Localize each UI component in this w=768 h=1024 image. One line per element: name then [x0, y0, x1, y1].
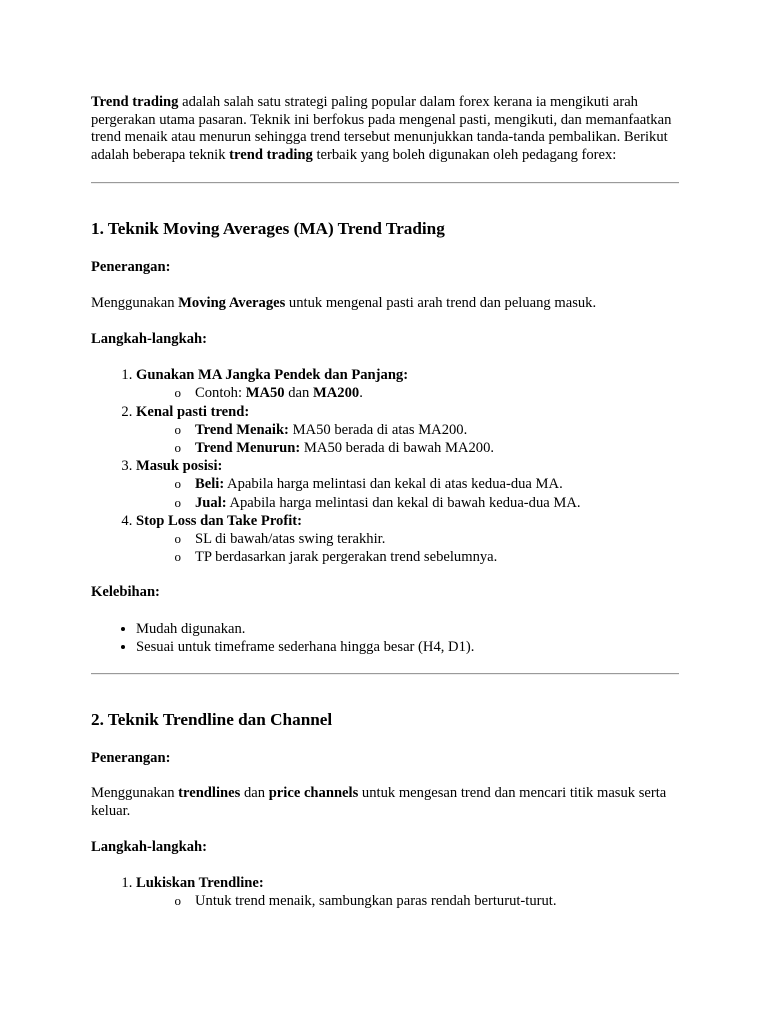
step-sublist — [136, 892, 679, 910]
section-1-pros-label: Kelebihan: — [91, 584, 160, 601]
section-2-steps-label: Langkah-langkah: — [91, 838, 207, 855]
document-content — [91, 94, 679, 911]
pros-item: • Mudah digunakan. — [136, 620, 679, 638]
step-item — [136, 874, 679, 910]
sub-item — [181, 530, 679, 548]
step-item — [136, 457, 679, 512]
sub-item — [181, 494, 679, 512]
sub-item: o Untuk trend menaik, sambungkan paras rendah berturut-turut. — [181, 892, 679, 910]
sub-text: MA50 berada di bawah MA200. — [300, 439, 495, 456]
explain-text-pre: Menggunakan — [91, 294, 179, 311]
section-2-explain-text — [91, 785, 679, 820]
sub-bold: MA50 — [245, 385, 285, 402]
sub-bold: Jual: — [195, 494, 227, 511]
step-item — [136, 366, 679, 402]
section-1-steps-list — [91, 366, 679, 566]
section-2-steps-list — [91, 874, 679, 910]
explain-term-moving-averages: Moving Averages — [178, 294, 286, 311]
section-1-heading: 1. Teknik Moving Averages (MA) Trend Trading — [91, 219, 445, 239]
sub-text: Apabila harga melintasi dan kekal di atas kedua-dua MA. — [224, 476, 563, 493]
divider — [91, 182, 679, 184]
section-1-explain-text — [91, 295, 679, 313]
sub-text: TP berdasarkan jarak pergerakan trend sebelumnya. — [195, 549, 498, 566]
sub-item — [181, 548, 679, 566]
sub-item — [181, 439, 679, 457]
sub-item — [181, 475, 679, 493]
intro-paragraph — [91, 94, 679, 164]
step-sublist — [136, 530, 679, 566]
intro-text-2: terbaik yang boleh digunakan oleh pedagang forex: — [312, 146, 617, 163]
step-item — [136, 512, 679, 567]
sub-bold: Beli: — [195, 476, 225, 493]
step-sublist — [136, 384, 679, 402]
sub-item — [181, 384, 679, 402]
sub-bold: Trend Menaik: — [195, 421, 289, 438]
step-sublist — [136, 421, 679, 457]
sub-text: dan — [284, 385, 313, 402]
step-title: Stop Loss dan Take Profit: — [136, 512, 302, 529]
sub-text: Contoh: — [195, 385, 246, 402]
intro-term-trend-trading-2: trend trading — [229, 146, 313, 163]
explain-text-post: untuk mengenal pasti arah trend dan peluang masuk. — [285, 294, 597, 311]
sub-text: SL di bawah/atas swing terakhir. — [195, 530, 386, 547]
section-1-steps-label: Langkah-langkah: — [91, 330, 207, 347]
step-title: Masuk posisi: — [136, 458, 223, 475]
step-sublist — [136, 475, 679, 511]
divider — [91, 673, 679, 675]
sub-text: . — [359, 385, 363, 402]
intro-text-1: adalah salah satu strategi paling popular dalam forex kerana ia mengikuti arah pergerakan utama pasaran. Teknik ini berfokus pada mengenal pasti, mengikuti, dan memanfaatkan trend menaik atau menurun sehingga trend tersebut menunjukkan tanda-tanda pembalikan. Berikut adalah beberapa teknik — [91, 94, 672, 163]
section-1-pros-list — [91, 620, 679, 657]
explain-term-price-channels: price channels — [268, 785, 359, 802]
explain-text-pre: Menggunakan — [91, 785, 179, 802]
explain-text-post: untuk mengesan trend dan mencari titik masuk serta keluar. — [91, 785, 667, 819]
sub-bold: MA200 — [312, 385, 360, 402]
step-title: Lukiskan Trendline: — [136, 875, 264, 892]
explain-term-trendlines: trendlines — [178, 785, 241, 802]
pros-item: • Sesuai untuk timeframe sederhana hingga besar (H4, D1). — [136, 638, 679, 656]
intro-term-trend-trading: Trend trading — [91, 94, 179, 110]
step-item — [136, 403, 679, 458]
explain-text-mid: dan — [240, 785, 269, 802]
sub-text: Apabila harga melintasi dan kekal di bawah kedua-dua MA. — [226, 494, 581, 511]
sub-text: MA50 berada di atas MA200. — [288, 421, 468, 438]
section-1-explain-label: Penerangan: — [91, 259, 171, 276]
section-2-explain-label: Penerangan: — [91, 749, 171, 766]
section-2-heading: 2. Teknik Trendline dan Channel — [91, 709, 333, 729]
step-title: Gunakan MA Jangka Pendek dan Panjang: — [136, 367, 409, 384]
sub-item — [181, 421, 679, 439]
sub-bold: Trend Menurun: — [195, 439, 301, 456]
step-title: Kenal pasti trend: — [136, 403, 250, 420]
